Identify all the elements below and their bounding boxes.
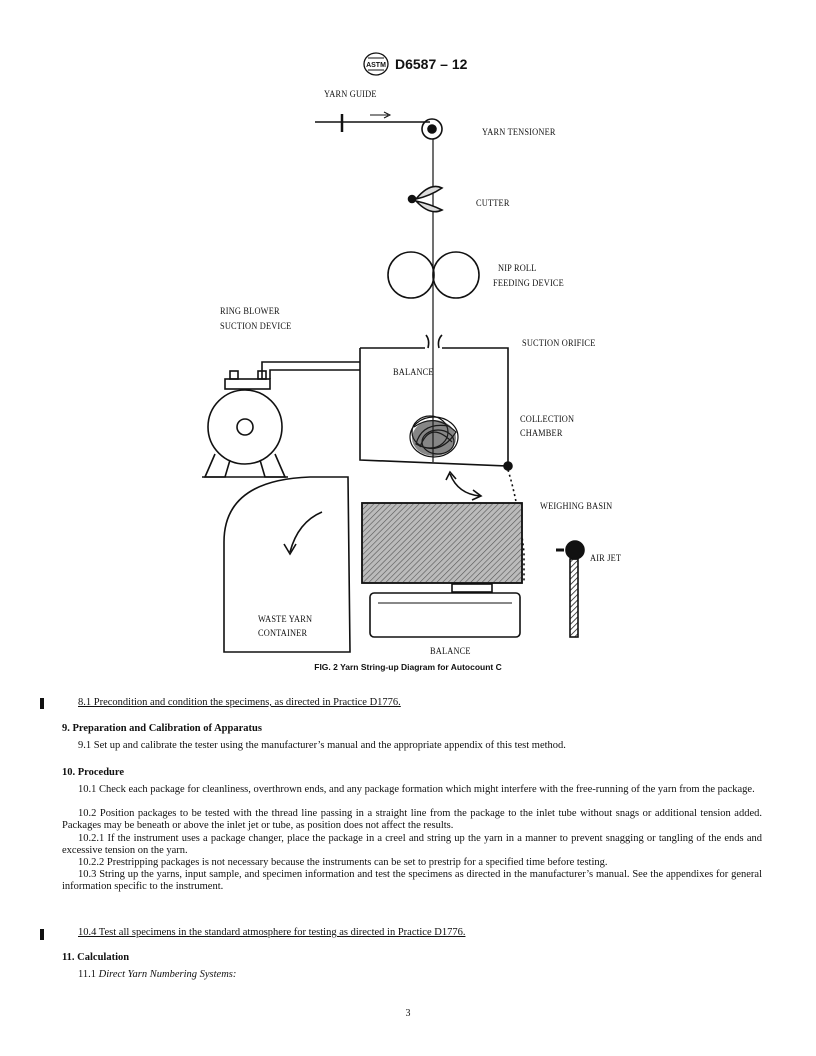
label-waste-yarn: WASTE YARN (258, 615, 313, 625)
label-balance-bottom: BALANCE (430, 647, 471, 657)
label-suction-orifice: SUCTION ORIFICE (522, 339, 596, 349)
section-10-2-1: 10.2.1 If the instrument uses a package changer, place the package in a creel and string up the yarn in a manner to prevent snagging or tangling of the ends and excessive tension on the yarn. (62, 833, 762, 857)
section-9-heading: 9. Preparation and Calibration of Apparatus (62, 723, 262, 734)
svg-text:ASTM: ASTM (366, 62, 386, 69)
label-collection: COLLECTION (520, 415, 575, 425)
label-yarn-guide: YARN GUIDE (324, 90, 377, 100)
document-id: D6587 – 12 (395, 56, 468, 72)
section-10-4: 10.4 Test all specimens in the standard atmosphere for testing as directed in Practice D1776. (78, 927, 466, 938)
figure-caption: FIG. 2 Yarn String-up Diagram for Autocount C (314, 662, 502, 672)
section-10-1: 10.1 Check each package for cleanliness, overthrown ends, and any package formation which might interfere with the free-running of the yarn from the package. (78, 784, 755, 795)
label-balance-top: BALANCE (393, 368, 434, 378)
label-air-jet: AIR JET (590, 554, 622, 564)
document-header (0, 52, 816, 76)
label-feeding-device: FEEDING DEVICE (493, 279, 564, 289)
section-11-1-number: 11.1 (78, 969, 96, 980)
section-10-3: 10.3 String up the yarns, input sample, and specimen information and test the specimens as directed in the manufacturer’s manual. See the appendixes for general information specific to the instrument. (62, 869, 762, 893)
label-suction-device: SUCTION DEVICE (220, 322, 292, 332)
label-chamber: CHAMBER (520, 429, 563, 439)
change-bar (40, 929, 44, 940)
section-11-heading: 11. Calculation (62, 952, 130, 963)
section-8-1: 8.1 Precondition and condition the specimens, as directed in Practice D1776. (78, 697, 401, 708)
astm-logo (362, 52, 390, 76)
section-10-heading: 10. Procedure (62, 767, 125, 778)
label-nip-roll: NIP ROLL (498, 264, 537, 274)
label-container: CONTAINER (258, 629, 308, 639)
section-10-2: 10.2 Position packages to be tested with the thread line passing in a straight line from the package to the inlet tube without snags or additional tension added. Packages may be beneath or above the inlet jet or tube, as position does not affect the results. (62, 808, 762, 832)
change-bar (40, 698, 44, 709)
page-number: 3 (405, 1008, 411, 1019)
label-yarn-tensioner: YARN TENSIONER (482, 128, 556, 138)
section-11-1 (78, 969, 778, 982)
section-9-1: 9.1 Set up and calibrate the tester using the manufacturer’s manual and the appropriate appendix of this test method. (78, 740, 566, 751)
label-weighing-basin: WEIGHING BASIN (540, 502, 613, 512)
section-10-2-2: 10.2.2 Prestripping packages is not necessary because the instruments can be set to prestrip for a specified time before testing. (78, 857, 608, 868)
yarn-string-up-diagram (190, 82, 640, 662)
label-ring-blower: RING BLOWER (220, 307, 280, 317)
label-cutter: CUTTER (476, 199, 510, 209)
section-11-1-title: Direct Yarn Numbering Systems: (98, 969, 237, 980)
